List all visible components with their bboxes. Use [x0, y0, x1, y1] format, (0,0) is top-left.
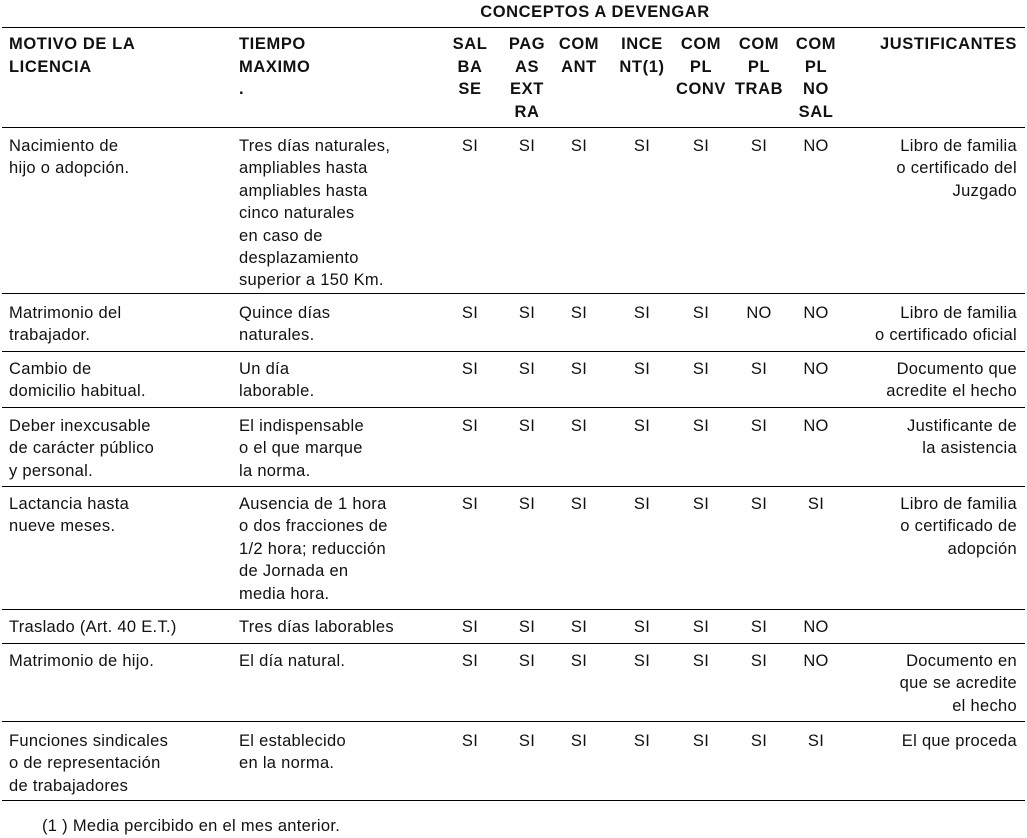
cell-tiempo — [239, 650, 439, 672]
cell-compl-no-sal-line: SI — [807, 495, 825, 513]
cell-compl-conv-line: SI — [692, 652, 710, 670]
cell-sal-base-line: SI — [461, 360, 479, 378]
cell-sal-base — [445, 730, 495, 752]
header-tiempo — [239, 33, 439, 101]
cell-sal-base — [445, 493, 495, 515]
cell-compl-trab-line: SI — [750, 137, 768, 155]
cell-tiempo-line: laborable. — [239, 382, 315, 401]
rule-row-5 — [2, 609, 1025, 610]
cell-sal-base-line: SI — [461, 417, 479, 435]
header-compl-conv-line: PL — [689, 57, 713, 76]
cell-compl-conv-line: SI — [692, 618, 710, 636]
cell-motivo — [9, 302, 229, 347]
cell-tiempo-line: Tres días naturales, — [239, 137, 391, 155]
cell-tiempo-line: en la norma. — [239, 754, 335, 773]
cell-compl-trab — [732, 135, 786, 157]
cell-tiempo — [239, 415, 439, 482]
cell-justificante — [846, 730, 1017, 752]
cell-compl-no-sal-line: NO — [803, 304, 829, 322]
cell-sal-base-line: SI — [461, 652, 479, 670]
cell-compl-no-sal — [790, 302, 842, 324]
cell-incent-line: SI — [633, 304, 651, 322]
cell-justificante-line: El que proceda — [901, 732, 1017, 750]
cell-motivo — [9, 135, 229, 180]
cell-motivo-line: Matrimonio del — [9, 304, 122, 322]
cell-pag-extra — [503, 650, 551, 672]
header-pag-extra-line: PAG — [508, 35, 546, 53]
cell-sal-base — [445, 616, 495, 638]
cell-compl-no-sal-line: SI — [807, 732, 825, 750]
cell-pag-extra-line: SI — [518, 304, 536, 322]
cell-tiempo-line: en caso de — [239, 226, 323, 245]
cell-com-ant-line: SI — [570, 417, 588, 435]
cell-justificante-line: Libro de familia — [900, 137, 1017, 155]
cell-compl-trab — [732, 493, 786, 515]
footnote: (1 ) Media percibido en el mes anterior. — [42, 817, 341, 835]
header-com-ant-line: COM — [558, 35, 600, 53]
cell-tiempo-line: cinco naturales — [239, 204, 355, 223]
cell-sal-base — [445, 302, 495, 324]
cell-motivo-line: y personal. — [9, 461, 94, 480]
cell-motivo — [9, 650, 229, 672]
cell-motivo — [9, 493, 229, 538]
cell-tiempo-line: o el que marque — [239, 439, 363, 458]
cell-tiempo-line: El indispensable — [239, 417, 364, 435]
cell-tiempo — [239, 358, 439, 403]
cell-com-ant — [555, 135, 603, 157]
cell-justificante-line: o certificado del — [896, 159, 1017, 178]
cell-com-ant — [555, 415, 603, 437]
header-tiempo-line: MAXIMO — [239, 57, 311, 76]
cell-justificante-line: Libro de familia — [900, 304, 1017, 322]
header-motivo — [9, 33, 229, 78]
cell-justificante-line: acredite el hecho — [886, 382, 1017, 401]
rule-row-3 — [2, 407, 1025, 408]
cell-compl-trab-line: SI — [750, 732, 768, 750]
cell-incent — [613, 135, 671, 157]
cell-compl-trab — [732, 616, 786, 638]
cell-compl-conv-line: SI — [692, 417, 710, 435]
cell-pag-extra-line: SI — [518, 495, 536, 513]
cell-tiempo-line: naturales. — [239, 326, 315, 345]
header-justificantes — [846, 33, 1017, 56]
cell-compl-no-sal-line: NO — [803, 417, 829, 435]
cell-tiempo — [239, 135, 439, 292]
cell-tiempo-line: Quince días — [239, 304, 331, 322]
cell-pag-extra-line: SI — [518, 652, 536, 670]
cell-compl-conv — [673, 135, 729, 157]
group-header-conceptos — [440, 1, 750, 24]
cell-sal-base-line: SI — [461, 137, 479, 155]
cell-com-ant-line: SI — [570, 732, 588, 750]
cell-tiempo-line: desplazamiento — [239, 249, 359, 268]
cell-pag-extra-line: SI — [518, 732, 536, 750]
cell-compl-trab-line: SI — [750, 360, 768, 378]
cell-justificante — [846, 650, 1017, 717]
header-sal-base-line: BA — [457, 57, 483, 76]
header-incent — [613, 33, 671, 78]
header-compl-trab-line: TRAB — [734, 80, 784, 98]
header-incent-line: NT(1) — [619, 57, 665, 76]
cell-justificante — [846, 493, 1017, 560]
cell-compl-no-sal — [790, 730, 842, 752]
cell-compl-no-sal-line: NO — [803, 360, 829, 378]
cell-com-ant — [555, 302, 603, 324]
cell-tiempo — [239, 493, 439, 605]
cell-justificante-line: Libro de familia — [900, 495, 1017, 513]
cell-motivo-line: Deber inexcusable — [9, 417, 151, 435]
cell-compl-no-sal — [790, 135, 842, 157]
cell-justificante-line: Justificante de — [907, 417, 1017, 435]
cell-compl-conv — [673, 358, 729, 380]
cell-motivo-line: domicilio habitual. — [9, 382, 146, 401]
cell-com-ant-line: SI — [570, 304, 588, 322]
cell-incent-line: SI — [633, 652, 651, 670]
cell-justificante — [846, 415, 1017, 460]
cell-compl-conv-line: SI — [692, 732, 710, 750]
cell-compl-conv — [673, 415, 729, 437]
cell-motivo — [9, 415, 229, 482]
cell-pag-extra — [503, 302, 551, 324]
cell-com-ant-line: SI — [570, 360, 588, 378]
cell-motivo-line: Funciones sindicales — [9, 732, 169, 750]
cell-pag-extra-line: SI — [518, 417, 536, 435]
cell-sal-base — [445, 358, 495, 380]
cell-tiempo-line: ampliables hasta — [239, 181, 368, 200]
cell-pag-extra — [503, 493, 551, 515]
cell-sal-base-line: SI — [461, 618, 479, 636]
cell-compl-trab — [732, 650, 786, 672]
rule-bottom — [2, 800, 1025, 801]
cell-incent-line: SI — [633, 495, 651, 513]
cell-motivo-line: Traslado (Art. 40 E.T.) — [9, 618, 177, 636]
cell-compl-conv — [673, 730, 729, 752]
cell-compl-trab — [732, 358, 786, 380]
cell-pag-extra-line: SI — [518, 618, 536, 636]
header-sal-base-line: SE — [458, 80, 482, 98]
rule-row-1 — [2, 293, 1025, 294]
cell-tiempo — [239, 616, 439, 638]
cell-tiempo-line: media hora. — [239, 584, 330, 603]
cell-compl-no-sal — [790, 650, 842, 672]
header-pag-extra — [503, 33, 551, 123]
cell-motivo-line: de trabajadores — [9, 776, 129, 795]
header-justificantes-line: JUSTIFICANTES — [879, 35, 1017, 53]
cell-compl-trab-line: SI — [750, 652, 768, 670]
header-motivo-line: MOTIVO DE LA — [9, 35, 136, 53]
cell-incent-line: SI — [633, 417, 651, 435]
header-pag-extra-line: RA — [514, 102, 540, 121]
cell-motivo-line: Matrimonio de hijo. — [9, 652, 155, 670]
cell-com-ant — [555, 650, 603, 672]
cell-compl-conv — [673, 616, 729, 638]
cell-incent — [613, 493, 671, 515]
cell-incent-line: SI — [633, 732, 651, 750]
cell-pag-extra — [503, 616, 551, 638]
cell-compl-trab-line: SI — [750, 417, 768, 435]
group-header-text: CONCEPTOS A DEVENGAR — [480, 3, 710, 21]
cell-pag-extra — [503, 358, 551, 380]
cell-justificante-line: que se acredite — [899, 674, 1017, 693]
cell-tiempo-line: Ausencia de 1 hora — [239, 495, 387, 513]
cell-sal-base-line: SI — [461, 304, 479, 322]
rule-header-bottom — [2, 127, 1025, 128]
header-compl-no-sal-line: PL — [804, 57, 828, 76]
rule-top — [2, 27, 1025, 28]
cell-com-ant — [555, 616, 603, 638]
rule-row-2 — [2, 351, 1025, 352]
cell-motivo — [9, 358, 229, 403]
cell-compl-trab-line: NO — [746, 304, 772, 322]
cell-justificante-line: o certificado oficial — [874, 326, 1017, 345]
cell-compl-trab — [732, 415, 786, 437]
header-compl-conv — [673, 33, 729, 101]
cell-justificante-line: Juzgado — [952, 181, 1017, 200]
header-compl-conv-line: COM — [680, 35, 722, 53]
cell-tiempo-line: superior a 150 Km. — [239, 271, 384, 290]
cell-justificante-line: el hecho — [952, 696, 1017, 715]
cell-compl-no-sal-line: NO — [803, 137, 829, 155]
rule-row-4 — [2, 486, 1025, 487]
header-compl-trab-line: PL — [747, 57, 771, 76]
cell-tiempo-line: Un día — [239, 360, 290, 378]
header-tiempo-line: TIEMPO — [239, 35, 306, 53]
rule-row-7 — [2, 721, 1025, 722]
header-sal-base-line: SAL — [452, 35, 488, 53]
header-sal-base — [445, 33, 495, 101]
header-compl-trab — [732, 33, 786, 101]
cell-compl-conv-line: SI — [692, 304, 710, 322]
cell-com-ant — [555, 493, 603, 515]
cell-tiempo-line: El establecido — [239, 732, 346, 750]
cell-pag-extra — [503, 730, 551, 752]
cell-motivo-line: trabajador. — [9, 326, 91, 345]
cell-compl-no-sal — [790, 415, 842, 437]
cell-compl-trab-line: SI — [750, 495, 768, 513]
header-compl-no-sal-line: COM — [795, 35, 837, 53]
cell-justificante-line: Documento en — [906, 652, 1017, 670]
cell-sal-base — [445, 135, 495, 157]
cell-tiempo-line: la norma. — [239, 461, 311, 480]
cell-justificante — [846, 302, 1017, 347]
cell-motivo-line: o de representación — [9, 754, 161, 773]
cell-tiempo-line: 1/2 hora; reducción — [239, 539, 386, 558]
cell-com-ant — [555, 358, 603, 380]
cell-justificante — [846, 358, 1017, 403]
cell-compl-trab — [732, 730, 786, 752]
cell-sal-base-line: SI — [461, 495, 479, 513]
rule-row-6 — [2, 643, 1025, 644]
header-compl-conv-line: CONV — [675, 80, 727, 98]
header-com-ant-line: ANT — [561, 57, 597, 76]
cell-motivo-line: de carácter público — [9, 439, 155, 458]
cell-com-ant-line: SI — [570, 495, 588, 513]
header-incent-line: INCE — [621, 35, 663, 53]
header-com-ant — [555, 33, 603, 78]
cell-justificante-line: Documento que — [896, 360, 1017, 378]
cell-tiempo-line: El día natural. — [239, 652, 346, 670]
cell-tiempo — [239, 302, 439, 347]
cell-pag-extra-line: SI — [518, 137, 536, 155]
cell-tiempo-line: ampliables hasta — [239, 159, 368, 178]
header-tiempo-line: . — [239, 80, 245, 98]
cell-pag-extra-line: SI — [518, 360, 536, 378]
header-compl-no-sal-line: SAL — [798, 102, 834, 121]
cell-motivo — [9, 730, 229, 797]
cell-incent — [613, 730, 671, 752]
cell-justificante — [846, 135, 1017, 202]
cell-com-ant — [555, 730, 603, 752]
cell-compl-trab — [732, 302, 786, 324]
cell-compl-no-sal — [790, 358, 842, 380]
cell-sal-base — [445, 650, 495, 672]
cell-pag-extra — [503, 415, 551, 437]
cell-compl-conv-line: SI — [692, 360, 710, 378]
cell-incent-line: SI — [633, 360, 651, 378]
cell-incent — [613, 358, 671, 380]
cell-compl-no-sal — [790, 493, 842, 515]
cell-compl-conv-line: SI — [692, 495, 710, 513]
cell-motivo-line: Nacimiento de — [9, 137, 119, 155]
cell-tiempo — [239, 730, 439, 775]
header-pag-extra-line: EXT — [510, 80, 544, 98]
cell-compl-no-sal-line: NO — [803, 618, 829, 636]
cell-tiempo-line: de Jornada en — [239, 562, 349, 581]
cell-incent — [613, 415, 671, 437]
cell-com-ant-line: SI — [570, 652, 588, 670]
cell-motivo-line: hijo o adopción. — [9, 159, 130, 178]
cell-incent — [613, 302, 671, 324]
cell-incent-line: SI — [633, 618, 651, 636]
cell-compl-conv — [673, 650, 729, 672]
cell-tiempo-line: o dos fracciones de — [239, 517, 388, 536]
header-pag-extra-line: AS — [514, 57, 540, 76]
cell-pag-extra — [503, 135, 551, 157]
cell-incent — [613, 650, 671, 672]
header-compl-no-sal — [790, 33, 842, 123]
cell-tiempo-line: Tres días laborables — [239, 618, 394, 636]
cell-compl-conv-line: SI — [692, 137, 710, 155]
cell-com-ant-line: SI — [570, 137, 588, 155]
cell-motivo-line: nueve meses. — [9, 517, 116, 536]
header-compl-trab-line: COM — [738, 35, 780, 53]
cell-compl-no-sal — [790, 616, 842, 638]
cell-compl-no-sal-line: NO — [803, 652, 829, 670]
cell-sal-base — [445, 415, 495, 437]
cell-motivo-line: Lactancia hasta — [9, 495, 130, 513]
cell-com-ant-line: SI — [570, 618, 588, 636]
cell-incent-line: SI — [633, 137, 651, 155]
cell-justificante-line: la asistencia — [922, 439, 1017, 458]
cell-compl-conv — [673, 493, 729, 515]
cell-compl-trab-line: SI — [750, 618, 768, 636]
cell-justificante-line: adopción — [947, 539, 1017, 558]
cell-motivo-line: Cambio de — [9, 360, 92, 378]
header-compl-no-sal-line: NO — [803, 80, 829, 98]
cell-incent — [613, 616, 671, 638]
header-motivo-line: LICENCIA — [9, 57, 92, 76]
cell-sal-base-line: SI — [461, 732, 479, 750]
cell-compl-conv — [673, 302, 729, 324]
cell-justificante-line: o certificado de — [900, 517, 1017, 536]
cell-motivo — [9, 616, 229, 638]
